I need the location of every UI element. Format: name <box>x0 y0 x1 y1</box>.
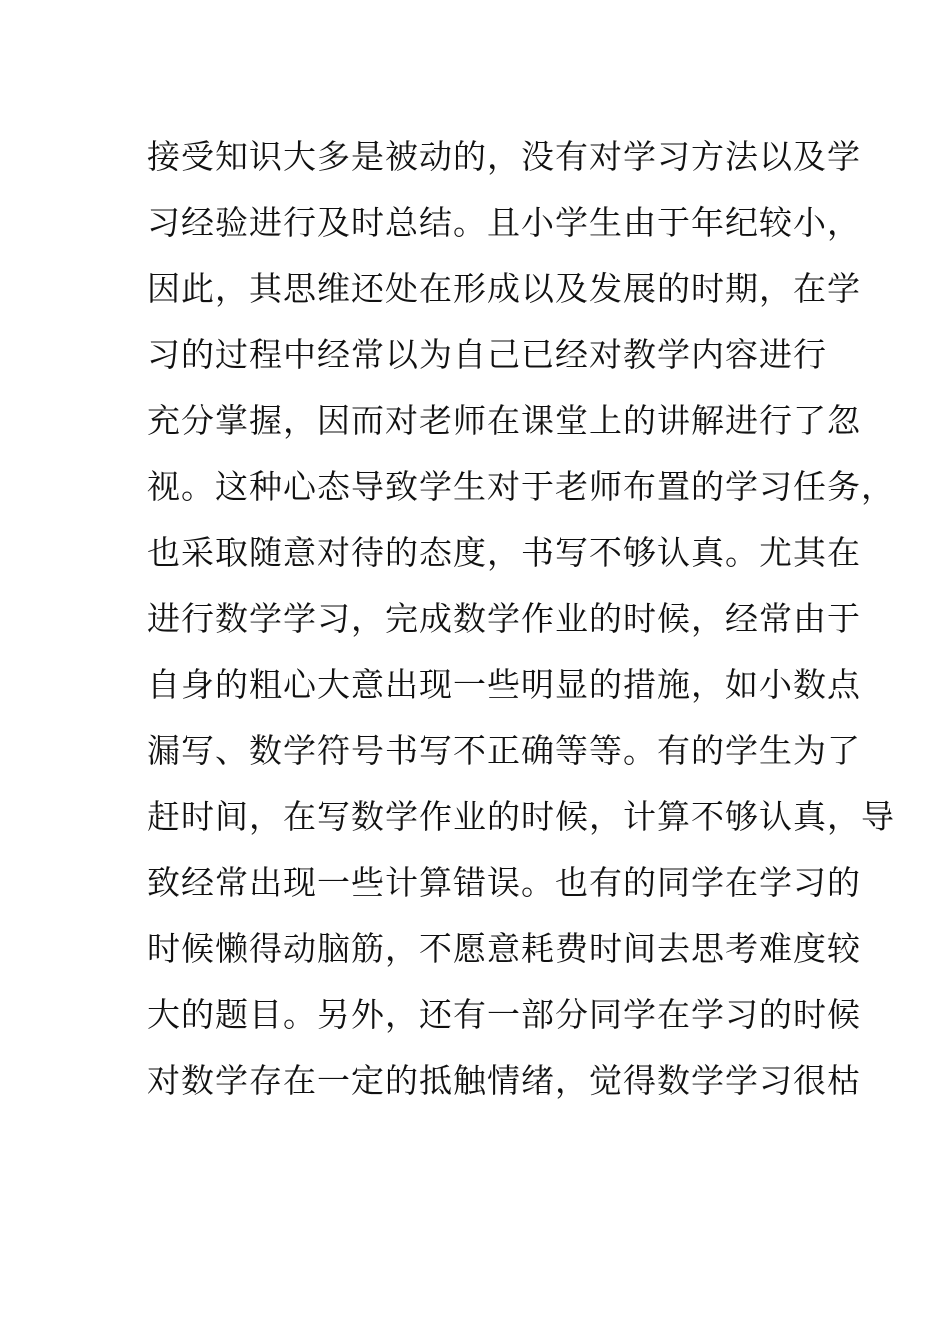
text-line: 视。这种心态导致学生对于老师布置的学习任务， <box>147 467 895 506</box>
text-line: 漏写、数学符号书写不正确等等。有的学生为了 <box>147 731 861 770</box>
text-line: 大的题目。另外，还有一部分同学在学习的时候 <box>147 995 861 1034</box>
text-line: 接受知识大多是被动的，没有对学习方法以及学 <box>147 137 861 176</box>
text-line: 对数学存在一定的抵触情绪，觉得数学学习很枯 <box>147 1061 861 1100</box>
text-line: 进行数学学习，完成数学作业的时候，经常由于 <box>147 599 861 638</box>
text-line: 赶时间，在写数学作业的时候，计算不够认真，导 <box>147 797 895 836</box>
text-line: 也采取随意对待的态度，书写不够认真。尤其在 <box>147 533 861 572</box>
text-line: 习的过程中经常以为自己已经对教学内容进行 <box>147 335 827 374</box>
body-paragraph <box>147 124 895 1114</box>
text-line: 时候懒得动脑筋，不愿意耗费时间去思考难度较 <box>147 929 861 968</box>
text-line: 自身的粗心大意出现一些明显的措施，如小数点 <box>147 665 861 704</box>
text-line: 充分掌握，因而对老师在课堂上的讲解进行了忽 <box>147 401 861 440</box>
text-line: 致经常出现一些计算错误。也有的同学在学习的 <box>147 863 861 902</box>
text-line: 习经验进行及时总结。且小学生由于年纪较小， <box>147 203 861 242</box>
text-line: 因此，其思维还处在形成以及发展的时期，在学 <box>147 269 861 308</box>
